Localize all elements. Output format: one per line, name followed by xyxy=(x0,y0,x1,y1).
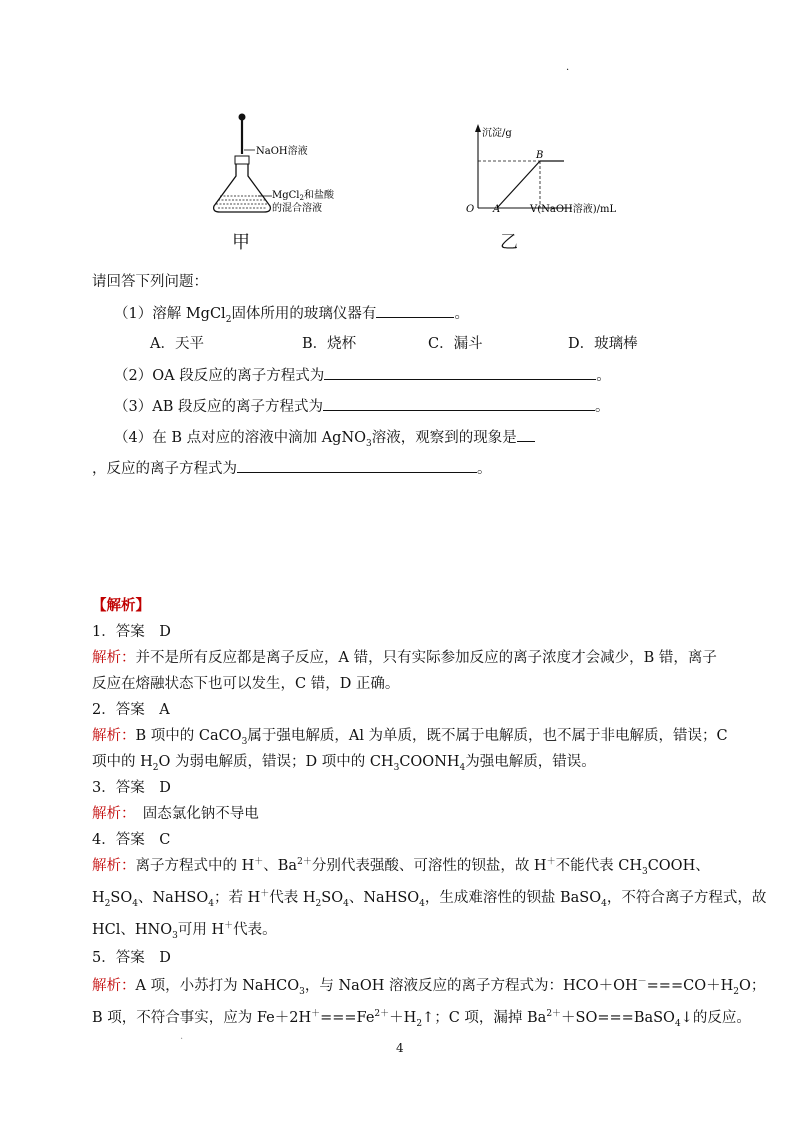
figure-jia-label: 甲 xyxy=(232,232,250,253)
mixture-label-line1: MgCl$_2$和盐酸 xyxy=(272,190,334,202)
option-b: B．烧杯 xyxy=(302,336,357,352)
footer-dot: · xyxy=(180,1034,184,1045)
mixture-label-line2: 的混合溶液 xyxy=(272,203,322,214)
question-intro: 请回答下列问题： xyxy=(92,274,208,290)
option-c: C．漏斗 xyxy=(428,336,483,352)
answer-blank-2[interactable] xyxy=(324,365,596,380)
explanation-2: 解析：B 项中的 CaCO$_3$属于强电解质，Al 为单质，既不属于电解质，也不属于非电解质，错误；C xyxy=(92,728,728,747)
explanation-4-line3: HCl、$HNO_3$可用 H＋代表。 xyxy=(92,921,277,941)
answer-3: 3．答案 D xyxy=(92,780,171,796)
header-dot: . xyxy=(566,62,570,73)
precipitate-graph xyxy=(462,124,652,224)
question-2: （2）OA 段反应的离子方程式为 。 xyxy=(114,365,611,386)
question-1: （1）溶解 MgCl$_2$固体所用的玻璃仪器有 。 xyxy=(114,303,469,324)
explanation-3: 解析： 固态氯化钠不导电 xyxy=(92,806,259,822)
option-a: A．天平 xyxy=(150,336,204,352)
x-axis-label: V(NaOH溶液)/mL xyxy=(530,204,617,215)
answer-blank-4b[interactable] xyxy=(237,458,477,473)
answer-blank-1[interactable] xyxy=(376,303,454,318)
answer-blank-4a[interactable] xyxy=(517,427,535,442)
point-a-label: A xyxy=(493,204,501,215)
figure-yi-label: 乙 xyxy=(500,232,518,253)
explanation-2-line2: 项中的 $H_2O$ 为弱电解质，错误；D 项中的 $CH_3COONH_4$为强电解质，错误。 xyxy=(92,754,596,773)
explanation-5-line2: B 项，不符合事实，应为 $Fe+2H^+===Fe^{2+}+H_2↑$；C 项，漏掉 $Ba^{2+}+SO===BaSO_4↓$的反应。 xyxy=(92,1009,751,1029)
flask-apparatus-figure xyxy=(200,112,370,222)
explanation-4: 解析：离子方程式中的 H＋、$Ba^{2+}$分别代表强酸、可溶性的钡盐，故 H＋不能代表 $CH_3COOH$、 xyxy=(92,857,710,877)
origin-label: O xyxy=(466,204,475,215)
question-4-line2: ，反应的离子方程式为 。 xyxy=(92,458,492,479)
answer-blank-3[interactable] xyxy=(323,396,595,411)
answer-2: 2．答案 A xyxy=(92,702,170,718)
question-4: （4）在 B 点对应的溶液中滴加 AgNO$_3$溶液，观察到的现象是 xyxy=(114,427,535,448)
option-d: D．玻璃棒 xyxy=(568,336,638,352)
ab-segment xyxy=(497,161,540,208)
explanation-1: 解析：并不是所有反应都是离子反应，A 错，只有实际参加反应的离子浓度才会减少，B 错，离子 xyxy=(92,650,717,666)
y-axis-label: 沉淀/g xyxy=(482,128,512,139)
naoh-label: NaOH溶液 xyxy=(256,146,308,157)
analysis-header: 【解析】 xyxy=(92,597,150,614)
explanation-1-line2: 反应在熔融状态下也可以发生，C 错，D 正确。 xyxy=(92,676,400,692)
answer-4: 4．答案 C xyxy=(92,832,171,848)
question-3: （3）AB 段反应的离子方程式为 。 xyxy=(114,396,609,417)
dropper-bulb xyxy=(239,114,246,121)
answer-1: 1．答案 D xyxy=(92,624,171,640)
explanation-5: 解析：A 项，小苏打为 NaHCO$_3$，与 NaOH 溶液反应的离子方程式为：$HCO+OH^-===CO+H_2O$； xyxy=(92,977,766,997)
explanation-4-line2: $H_2SO_4$、NaHSO$_4$；若 H＋代表 $H_2SO_4$、NaHSO$_4$，生成难溶性的钡盐 BaSO$_4$，不符合离子方程式，故 xyxy=(92,889,767,909)
point-b-label: B xyxy=(536,150,544,161)
conical-flask xyxy=(214,164,271,212)
page-number: 4 xyxy=(396,1041,404,1055)
answer-5: 5．答案 D xyxy=(92,950,171,966)
